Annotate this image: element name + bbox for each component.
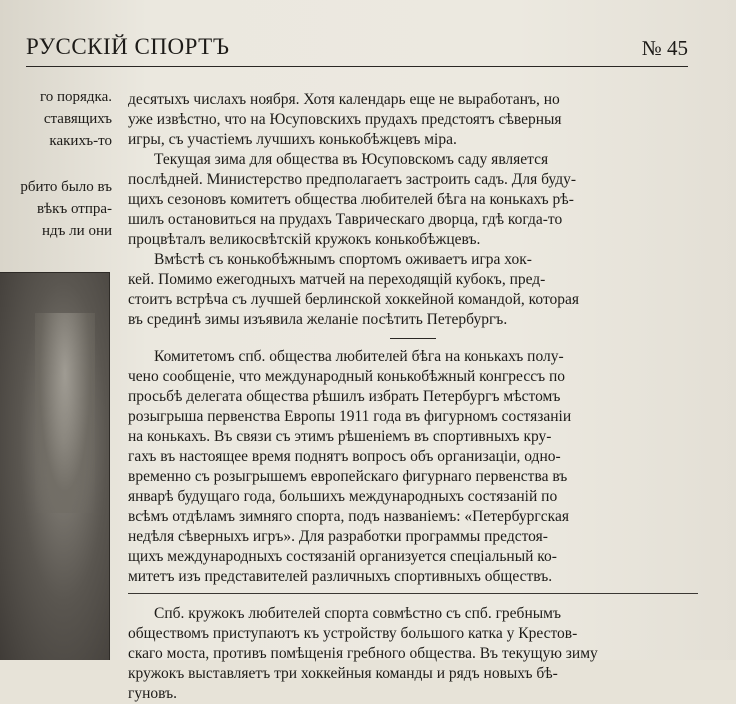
text-line: гахъ въ настоящее время поднятъ вопросъ объ организаціи, одно- (128, 448, 561, 465)
paragraph-skating-rink (128, 604, 698, 704)
left-text-line: рбито было въ (20, 179, 112, 195)
left-text-line: го порядка. (39, 89, 112, 105)
text-line: обществомъ приступаютъ къ устройству большого катка у Крестов- (128, 625, 578, 642)
text-line: Текущая зима для общества въ Юсуповскомъ саду является (154, 151, 549, 168)
photograph-figure (35, 313, 95, 513)
text-line: процвѣталъ великосвѣтскій кружокъ конькобѣжцевъ. (128, 231, 481, 248)
text-line: щихъ сезоновъ комитетъ общества любителей бѣга на конькахъ рѣ- (128, 191, 574, 208)
section-divider (390, 338, 436, 339)
text-line: просьбѣ делегата общества рѣшилъ избрать Петербургъ мѣстомъ (128, 388, 561, 405)
page-header (26, 26, 688, 66)
text-line: кружокъ выставляетъ три хоккейныя команды и рядъ новыхъ бѣ- (128, 665, 558, 682)
main-column (128, 90, 698, 704)
paragraph-congress (128, 347, 698, 587)
text-line: стоитъ встрѣча съ лучшей берлинской хоккейной командой, которая (128, 291, 580, 308)
text-line: митетъ изъ представителей различныхъ спортивныхъ обществъ. (128, 568, 553, 585)
text-line: недѣля сѣверныхъ игръ». Для разработки программы предстоя- (128, 528, 548, 545)
text-line: Комитетомъ спб. общества любителей бѣга на конькахъ полу- (154, 348, 564, 365)
left-text-line: ндъ ли они (42, 223, 112, 239)
text-line: въ срединѣ зимы изъявила желаніе посѣтить Петербургъ. (128, 311, 508, 328)
text-line: уже извѣстно, что на Юсуповскихъ прудахъ предстоятъ сѣверныя (128, 111, 562, 128)
photograph (0, 272, 110, 660)
text-line: Вмѣстѣ съ конькобѣжнымъ спортомъ оживаетъ игра хок- (154, 251, 532, 268)
text-line: десятыхъ числахъ ноября. Хотя календарь еще не выработанъ, но (128, 91, 560, 108)
text-line: шилъ остановиться на прудахъ Таврическаго дворца, гдѣ когда-то (128, 211, 563, 228)
left-text-line: вѣкъ отпра- (36, 201, 112, 217)
text-line: январѣ будущаго года, большихъ международныхъ состязаній по (128, 488, 558, 505)
text-line: щихъ международныхъ состязаній организуется спеціальный ко- (128, 548, 557, 565)
header-rule (26, 66, 688, 67)
text-line: игры, съ участіемъ лучшихъ конькобѣжцевъ міра. (128, 131, 457, 148)
text-line: розыгрыша первенства Европы 1911 года въ фигурномъ состязаніи (128, 408, 572, 425)
text-line: скаго моста, противъ помѣщенія гребного общества. Въ текущую зиму (128, 645, 598, 662)
issue-number: № 45 (641, 36, 688, 60)
text-line: послѣдней. Министерство предполагаетъ застроить садъ. Для буду- (128, 171, 576, 188)
text-line: всѣмъ отдѣламъ зимняго спорта, подъ названіемъ: «Петербургская (128, 508, 569, 525)
text-line: кей. Помимо ежегодныхъ матчей на переходящій кубокъ, пред- (128, 271, 546, 288)
paragraph-calendar (128, 90, 698, 150)
section-rule (128, 593, 698, 594)
text-line: гуновъ. (128, 685, 177, 702)
left-column-fragment (0, 86, 118, 660)
paragraph-hockey (128, 250, 698, 330)
paragraph-yusupov-garden (128, 150, 698, 250)
publication-title: РУССКІЙ СПОРТЪ (26, 34, 230, 59)
text-line: Спб. кружокъ любителей спорта совмѣстно съ спб. гребнымъ (154, 605, 561, 622)
left-text-line: ставящихъ (43, 111, 112, 127)
text-line: на конькахъ. Въ связи съ этимъ рѣшеніемъ въ спортивныхъ кру- (128, 428, 552, 445)
text-line: временно съ розыгрышемъ европейскаго фигурнаго первенства въ (128, 468, 568, 485)
left-text-line: какихъ-то (49, 133, 112, 149)
text-line: чено сообщеніе, что международный конькобѣжный конгрессъ по (128, 368, 566, 385)
